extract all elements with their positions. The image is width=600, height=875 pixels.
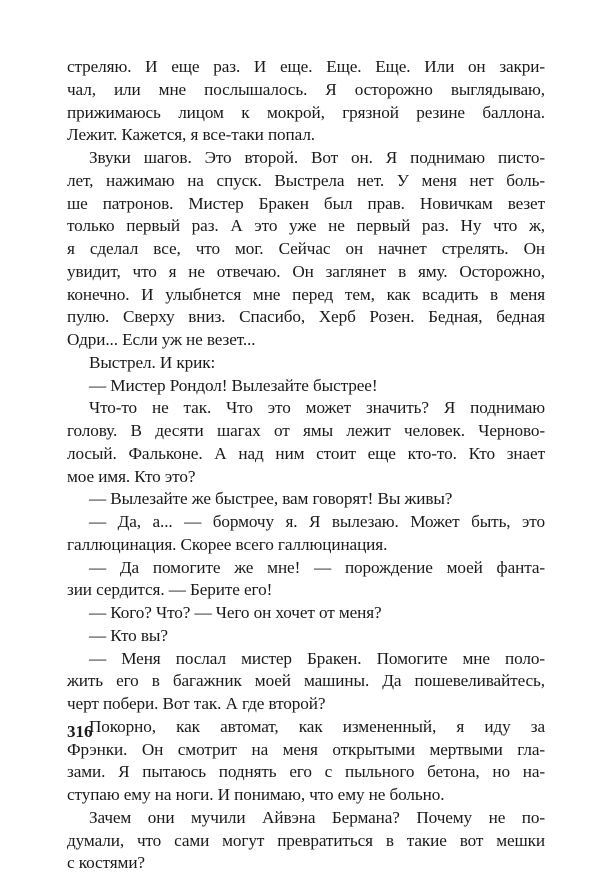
text-line: — Кого? Что? — Чего он хочет от меня? xyxy=(89,603,382,622)
text-line: увидит, что я не отвечаю. Он заглянет в яму. Осторожно, xyxy=(67,261,545,281)
text-line: чал, или мне послышалось. Я осторожно выглядываю, xyxy=(67,79,545,99)
text-line: Звуки шагов. Это второй. Вот он. Я поднимаю писто- xyxy=(89,148,545,167)
text-line: Фрэнки. Он смотрит на меня открытыми мертвыми гла- xyxy=(67,739,545,759)
text-line: только первый раз. А это уже не первый раз. Ну что ж, xyxy=(67,216,545,236)
text-line: Что-то не так. Что это может значить? Я поднимаю xyxy=(89,398,545,418)
text-line: зии сердится. — Берите его! xyxy=(67,580,273,600)
text-line: — Вылезайте же быстрее, вам говорят! Вы живы? xyxy=(89,489,453,509)
text-line: ступаю ему на ноги. И понимаю, что ему не больно. xyxy=(67,785,445,804)
text-line: — Кто вы? xyxy=(89,625,168,645)
text-line: стреляю. И еще раз. И еще. Еще. Еще. Или он закри- xyxy=(67,57,545,76)
text-line: Лежит. Кажется, я все-таки попал. xyxy=(67,125,315,145)
text-line: пулю. Сверху вниз. Спасибо, Херб Розен. Бедная, бедная xyxy=(67,307,545,327)
text-line: мое имя. Кто это? xyxy=(67,466,196,486)
text-line: я сделал все, что мог. Сейчас он начнет стрелять. Он xyxy=(67,239,545,258)
text-line: прижимаюсь лицом к мокрой, грязной резине баллона. xyxy=(67,102,545,122)
text-line: зами. Я пытаюсь поднять его с пыльного бетона, но на- xyxy=(67,762,545,782)
text-line: — Мистер Рондол! Вылезайте быстрее! xyxy=(89,375,378,395)
text-line: лет, нажимаю на спуск. Выстрела нет. У меня нет боль- xyxy=(67,170,545,190)
text-line: голову. В десяти шагах от ямы лежит человек. Черново- xyxy=(67,421,545,440)
text-line: ше патронов. Мистер Бракен был прав. Новичкам везет xyxy=(67,193,545,213)
text-line: конечно. И улыбнется мне перед тем, как всадить в меня xyxy=(67,284,545,304)
text-line: лосый. Фальконе. А над ним стоит еще кто-то. Кто знает xyxy=(67,443,545,463)
page-number: 316 xyxy=(67,722,93,741)
text-line: с костями? xyxy=(67,853,145,873)
text-line: Зачем они мучили Айвэна Бермана? Почему не по- xyxy=(89,807,545,827)
text-line: галлюцинация. Скорее всего галлюцинация. xyxy=(67,534,388,554)
text-line: жить его в багажник моей машины. Да пошевеливайтесь, xyxy=(67,671,545,691)
text-line: — Да, а... — бормочу я. Я вылезаю. Может быть, это xyxy=(89,512,545,531)
text-line: думали, что сами могут превратиться в такие вот мешки xyxy=(67,830,545,850)
text-line: — Меня послал мистер Бракен. Помогите мне поло- xyxy=(89,648,545,668)
text-line: черт побери. Вот так. А где второй? xyxy=(67,694,326,713)
text-line: Выстрел. И крик: xyxy=(89,352,216,372)
text-line: Покорно, как автомат, как измененный, я иду за xyxy=(89,716,545,736)
text-line: Одри... Если уж не везет... xyxy=(67,330,256,349)
book-page-body xyxy=(67,56,545,875)
text-line: — Да помогите же мне! — порождение моей фанта- xyxy=(89,557,545,577)
